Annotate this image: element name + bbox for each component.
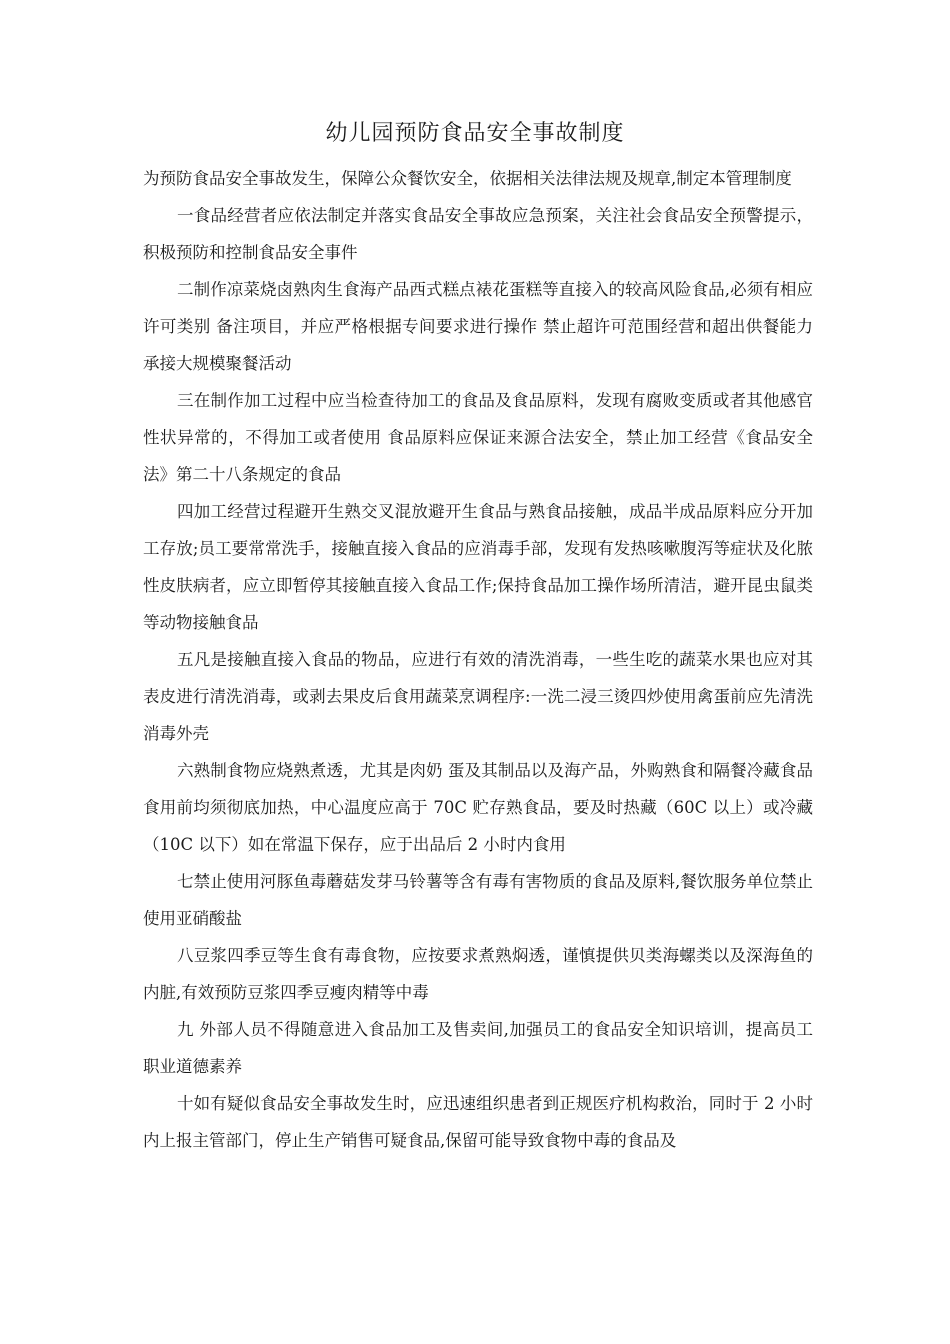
rule-paragraph-1: 一食品经营者应依法制定并落实食品安全事故应急预案，关注社会食品安全预警提示，积极预防和控制食品安全事件 [143,206,813,262]
rule-paragraph-10: 十如有疑似食品安全事故发生时，应迅速组织患者到正规医疗机构救治，同时于 2 小时内上报主管部门，停止生产销售可疑食品,保留可能导致食物中毒的食品及 [143,1094,813,1150]
rule-paragraph-9: 九 外部人员不得随意进入食品加工及售卖间,加强员工的食品安全知识培训，提高员工职业道德素养 [143,1020,813,1076]
rule-paragraph-3: 三在制作加工过程中应当检查待加工的食品及食品原料，发现有腐败变质或者其他感官性状异常的，不得加工或者使用 食品原料应保证来源合法安全，禁止加工经营《食品安全法》第二十八条规定的食品 [143,391,813,484]
rule-paragraph-7: 七禁止使用河豚鱼毒蘑菇发芽马铃薯等含有毒有害物质的食品及原料,餐饮服务单位禁止使用亚硝酸盐 [143,872,813,928]
rule-paragraph-8: 八豆浆四季豆等生食有毒食物，应按要求煮熟焖透，谨慎提供贝类海螺类以及深海鱼的内脏,有效预防豆浆四季豆瘦肉精等中毒 [143,946,813,1002]
rule-paragraph-4: 四加工经营过程避开生熟交叉混放避开生食品与熟食品接触，成品半成品原料应分开加工存放;员工要常常洗手，接触直接入食品的应消毒手部，发现有发热咳嗽腹泻等症状及化脓性皮肤病者，应立即暂停其接触直接入食品工作;保持食品加工操作场所清洁，避开昆虫鼠类等动物接触食品 [143,502,813,632]
rule-paragraph-6: 六熟制食物应烧熟煮透，尤其是肉奶 蛋及其制品以及海产品，外购熟食和隔餐冷藏食品食用前均须彻底加热，中心温度应高于 70C 贮存熟食品，要及时热藏（60C 以上）或冷藏（10C 以下）如在常温下保存，应于出品后 2 小时内食用 [143,761,813,854]
rule-paragraph-5: 五凡是接触直接入食品的物品，应进行有效的清洗消毒，一些生吃的蔬菜水果也应对其表皮进行清洗消毒，或剥去果皮后食用蔬菜烹调程序:一洗二浸三烫四炒使用禽蛋前应先清洗消毒外壳 [143,650,813,743]
document-title: 幼儿园预防食品安全事故制度 [325,121,625,146]
rule-paragraph-2: 二制作凉菜烧卤熟肉生食海产品西式糕点裱花蛋糕等直接入的较高风险食品,必须有相应许可类别 备注项目，并应严格根据专间要求进行操作 禁止超许可范围经营和超出供餐能力承接大规模聚餐活动 [143,280,813,373]
intro-paragraph: 为预防食品安全事故发生，保障公众餐饮安全，依据相关法律法规及规章,制定本管理制度 [143,169,792,188]
document-body [143,160,813,1159]
